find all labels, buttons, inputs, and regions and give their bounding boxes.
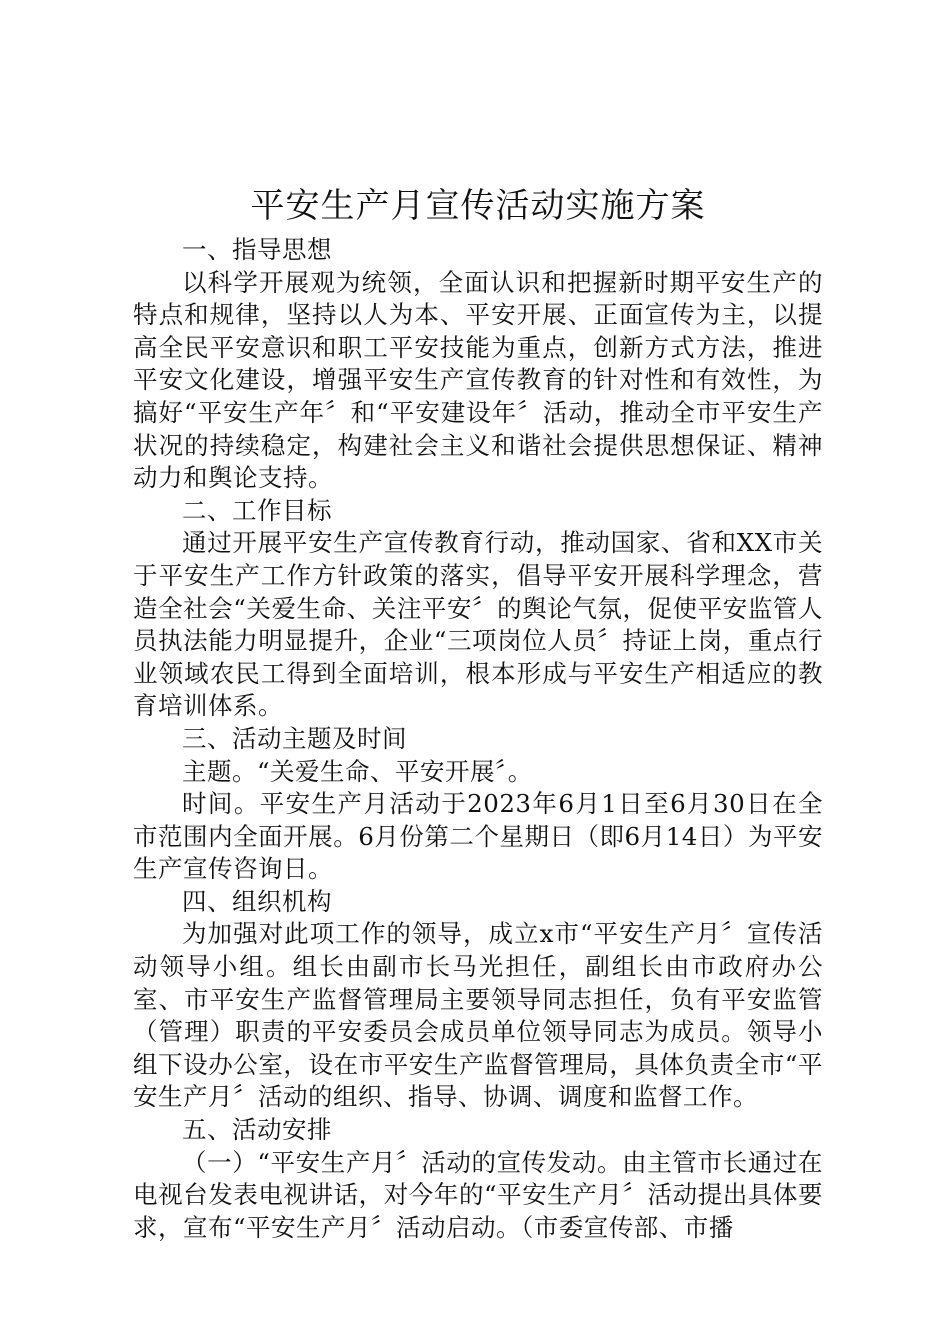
paragraph-organization: 为加强对此项工作的领导，成立x市“平安生产月〞宣传活动领导小组。组长由副市长马光担任，副组长由市政府办公室、市平安生产监督管理局主要领导同志担任，负有平安监管（管理）职责的平安委员会成员单位领导同志为成员。领导小组下设办公室，设在市平安生产监督管理局，具体负责全市“平安生产月〞活动的组织、指导、协调、调度和监督工作。 — [133, 919, 823, 1112]
section-heading-work-goals: 二、工作目标 — [182, 495, 332, 525]
paragraph-time: 时间。平安生产月活动于2023年6月1日至6月30日在全市范围内全面开展。6月份第二个星期日（即6月14日）为平安生产宣传咨询日。 — [133, 789, 823, 884]
document-page — [133, 182, 823, 1244]
paragraph-guiding-ideology: 以科学开展观为统领，全面认识和把握新时期平安生产的特点和规律，坚持以人为本、平安开展、正面宣传为主，以提高全民平安意识和职工平安技能为重点，创新方式方法，推进平安文化建设，增强平安生产宣传教育的针对性和有效性，为搞好“平安生产年〞和“平安建设年〞活动，推动全市平安生产状况的持续稳定，构建社会主义和谐社会提供思想保证、精神动力和舆论支持。 — [133, 267, 823, 493]
paragraph-theme: 主题。“关爱生命、平安开展〞。 — [182, 756, 533, 786]
paragraph-arrangement-1: （一）“平安生产月〞活动的宣传发动。由主管市长通过在电视台发表电视讲话，对今年的“平安生产月〞活动提出具体要求，宣布“平安生产月〞活动启动。（市委宣传部、市播 — [133, 1147, 823, 1242]
section-heading-arrangements: 五、活动安排 — [182, 1115, 332, 1145]
paragraph-work-goals: 通过开展平安生产宣传教育行动，推动国家、省和XX市关于平安生产工作方针政策的落实，倡导平安开展科学理念，营造全社会“关爱生命、关注平安〞的舆论气氛，促使平安监管人员执法能力明显提升，企业“三项岗位人员〞持证上岗，重点行业领域农民工得到全面培训，根本形成与平安生产相适应的教育培训体系。 — [133, 528, 823, 721]
section-heading-organization: 四、组织机构 — [182, 886, 332, 916]
document-title: 平安生产月宣传活动实施方案 — [250, 186, 706, 226]
section-heading-theme-and-time: 三、活动主题及时间 — [182, 723, 407, 753]
section-heading-guiding-ideology: 一、指导思想 — [182, 235, 332, 264]
